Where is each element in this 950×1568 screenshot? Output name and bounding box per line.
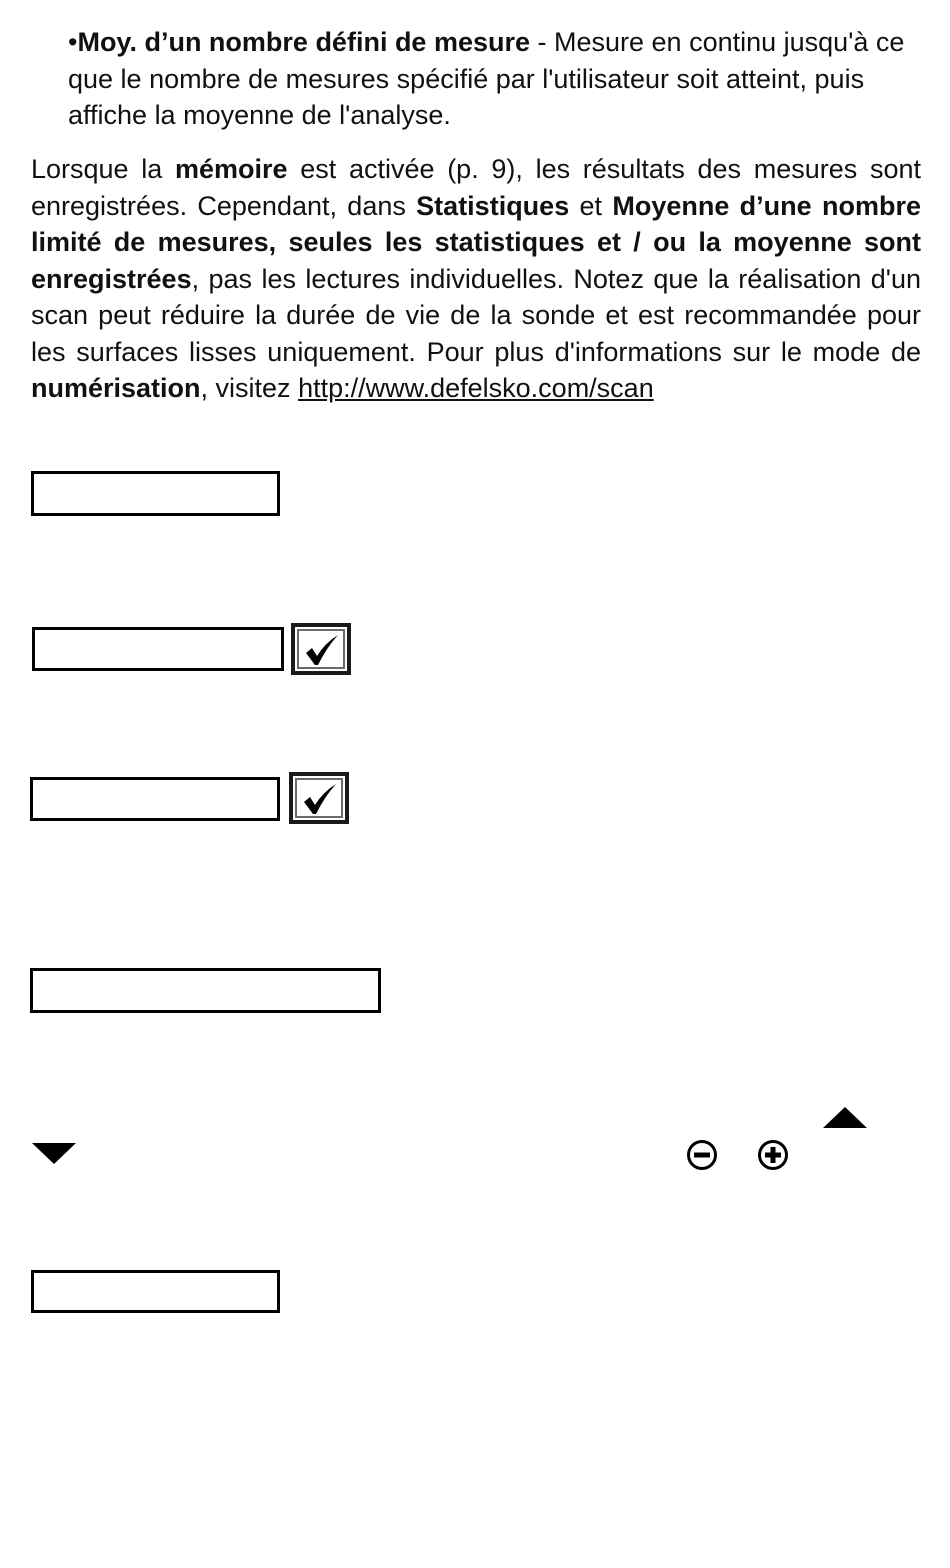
paragraph-bold-average: Moyenne d’une nombre limité de mesures, seules les statistiques et / ou la moyenne sont enregistrées	[31, 190, 921, 294]
triangle-down-icon[interactable]	[32, 1143, 76, 1165]
bullet-marker: •	[68, 27, 78, 57]
menu-box-1	[31, 471, 280, 516]
plus-circle-icon[interactable]	[757, 1139, 789, 1171]
scan-link[interactable]: http://www.defelsko.com/scan	[298, 373, 654, 403]
bullet-item	[68, 24, 918, 134]
triangle-up-icon[interactable]	[823, 1107, 867, 1129]
paragraph-bold-scan: numérisation	[31, 373, 201, 403]
paragraph-bold-statistics: Statistiques	[416, 190, 570, 221]
paragraph-text-3: et	[569, 190, 613, 221]
bullet-term: Moy. d’un nombre défini de mesure	[77, 27, 531, 57]
paragraph-text-4: , pas les lectures individuelles. Notez que la réalisation d'un scan peut réduire la durée de vie de la sonde et est recommandée pour les surfaces lisses uniquement. Pour plus d'informations sur le mode de	[31, 263, 921, 367]
checkbox-2[interactable]	[289, 772, 349, 824]
bullet-description: - Mesure en continu jusqu'à ce que le nombre de mesures spécifié par l'utilisateur soit atteint, puis affiche la moyenne de l'analyse.	[68, 27, 905, 130]
paragraph-text-5: , visitez	[200, 373, 299, 403]
minus-circle-icon[interactable]	[686, 1139, 718, 1171]
menu-box-5	[31, 1270, 280, 1313]
menu-box-4	[30, 968, 381, 1013]
checkmark-icon	[301, 782, 339, 816]
paragraph-text-1: Lorsque la	[31, 154, 175, 184]
paragraph-bold-memory: mémoire	[174, 154, 288, 184]
paragraph-text-2: est activée (p. 9), les résultats des mesures sont enregistrées. Cependant, dans	[31, 154, 922, 221]
checkmark-icon	[303, 633, 341, 667]
checkbox-1[interactable]	[291, 623, 351, 675]
memory-paragraph	[31, 151, 921, 407]
menu-box-2	[32, 627, 284, 671]
menu-box-3	[30, 777, 280, 821]
